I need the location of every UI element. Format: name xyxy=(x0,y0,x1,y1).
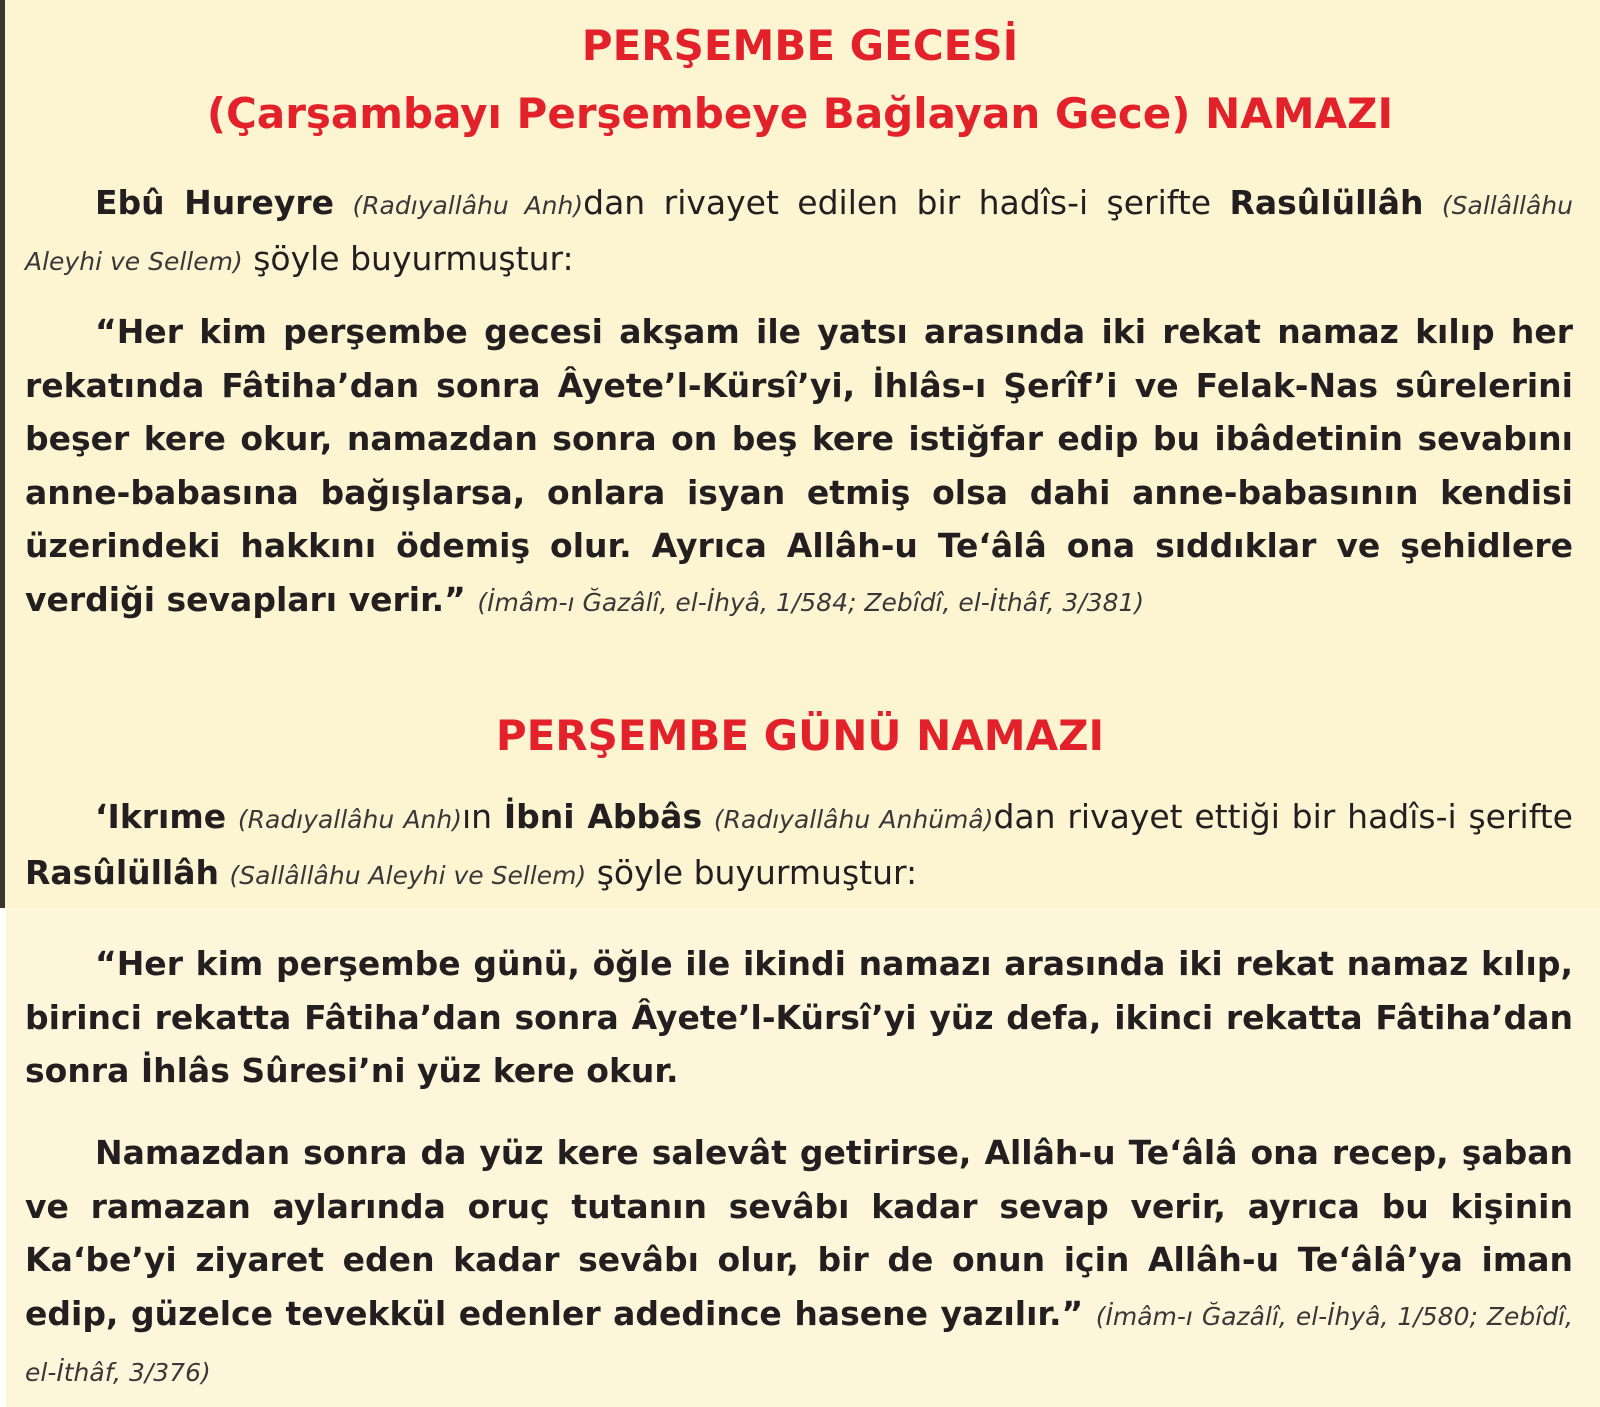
narrator-honorific: (Radıyallâhu Anh) xyxy=(352,191,584,220)
prophet-name: Rasûlüllâh xyxy=(1229,183,1424,222)
section1-title-line1: PERŞEMBE GECESİ xyxy=(581,21,1019,70)
section1-title-line2: (Çarşambayı Perşembeye Bağlayan Gece) NAMAZI xyxy=(206,89,1394,138)
intro-text: ın xyxy=(462,797,504,836)
section2-hadith-quote-part2 xyxy=(25,1126,1573,1400)
hadith-text: “Her kim perşembe günü, öğle ile ikindi namazı arasında iki rekat namaz kılıp, birinci rekatta Fâtiha’dan sonra Âyete’l-Kürsî’yi yüz defa, ikinci rekatta Fâtiha’dan sonra İhlâs Sûresi’ni yüz kere okur. xyxy=(25,944,1573,1090)
narrator-honorific: (Radıyallâhu Anh) xyxy=(237,805,462,834)
prophet-name: Rasûlüllâh xyxy=(25,853,220,892)
hadith-text: Namazdan sonra da yüz kere salevât getirirse, Allâh-u Te‘âlâ ona recep, şaban ve ramazan aylarında oruç tutanın sevâbı kadar sevap verir, ayrıca bu kişinin Ka‘be’yi ziyaret eden kadar sevâbı olur, bir de onun için Allâh-u Te‘âlâ’ya iman edip, güzelce tevekkül edenler adedince hasene yazılır.” xyxy=(25,1133,1573,1333)
intro-text: dan rivayet ettiği bir hadîs-i şerifte xyxy=(993,797,1573,836)
section2-title: PERŞEMBE GÜNÜ NAMAZI xyxy=(495,711,1105,760)
intro-text: dan rivayet edilen bir hadîs-i şerifte xyxy=(583,183,1230,222)
narrator-name: ‘Ikrıme xyxy=(95,797,227,836)
narrator-name: Ebû Hureyre xyxy=(95,183,335,222)
narrator-name: İbni Abbâs xyxy=(503,797,703,836)
prophet-honorific: (Sallâllâhu Aleyhi ve Sellem) xyxy=(229,861,587,890)
hadith-source-citation: (İmâm-ı Ğazâlî, el-İhyâ, 1/584; Zebîdî, el-İthâf, 3/381) xyxy=(477,587,1145,617)
section2-hadith-quote-part1 xyxy=(25,937,1573,1098)
prophet-honorific: (Sallâllâhu Aleyhi ve Sellem) xyxy=(25,191,1573,276)
intro-text: şöyle buyurmuştur: xyxy=(242,239,574,278)
section1-intro-paragraph xyxy=(25,176,1573,288)
intro-text: şöyle buyurmuştur: xyxy=(586,853,918,892)
hadith-text: “Her kim perşembe gecesi akşam ile yatsı arasında iki rekat namaz kılıp her rekatında Fâtiha’dan sonra Âyete’l-Kürsî’yi, İhlâs-ı Şerîf’i ve Felak-Nas sûrelerini beşer kere okur, namazdan sonra on beş kere istiğfar edip bu ibâdetinin sevabını anne-babasına bağışlarsa, onlara isyan etmiş olsa dahi anne-babasının kendisi üzerindeki hakkını ödemiş olur. Ayrıca Allâh-u Te‘âlâ ona sıddıklar ve şehidlere verdiği sevapları verir.” xyxy=(25,312,1573,619)
hadith-source-citation: (İmâm-ı Ğazâlî, el-İhyâ, 1/580; Zebîdî, el-İthâf, 3/376) xyxy=(25,1301,1573,1387)
section2-intro-paragraph xyxy=(25,790,1573,902)
section1-hadith-quote xyxy=(25,305,1573,629)
narrator-honorific: (Radıyallâhu Anhümâ) xyxy=(713,805,994,834)
